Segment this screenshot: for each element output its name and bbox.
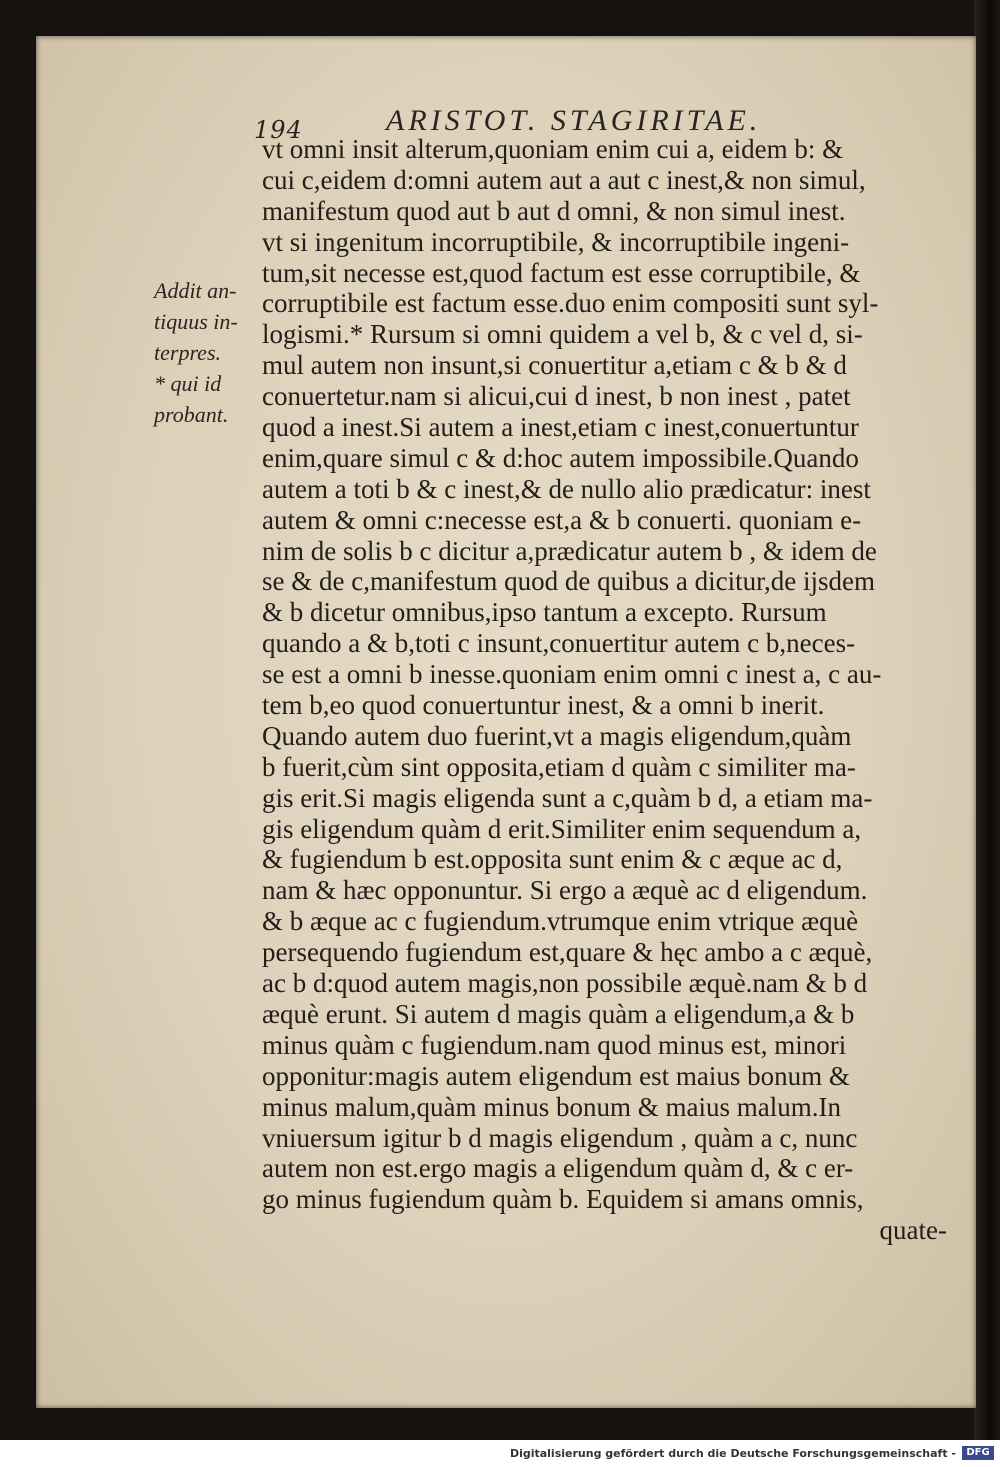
marginal-note-line: tiquus in- bbox=[154, 308, 238, 334]
text-line: autem a toti b & c inest,& de nullo alio prædicatur: inest bbox=[262, 473, 871, 504]
text-line: & b dicetur omnibus,ipso tantum a excepto. Rursum bbox=[262, 597, 827, 628]
text-line: tem b,eo quod conuertuntur inest, & a omni b inerit. bbox=[262, 690, 825, 721]
text-line: tum,sit necesse est,quod factum est esse corruptibile, & bbox=[262, 257, 861, 288]
text-line: æquè erunt. Si autem d magis quàm a eligendum,a & b bbox=[262, 998, 855, 1029]
text-line: nim de solis b c dicitur a,prædicatur autem b , & idem de bbox=[262, 535, 877, 566]
text-line: manifestum quod aut b aut d omni, & non simul inest. bbox=[262, 195, 846, 226]
text-line: go minus fugiendum quàm b. Equidem si amans omnis, bbox=[262, 1184, 864, 1215]
text-line: ac b d:quod autem magis,non possibile æquè.nam & b d bbox=[262, 968, 868, 999]
text-line: opponitur:magis autem eligendum est maius bonum & bbox=[262, 1060, 850, 1091]
text-line: autem & omni c:necesse est,a & b conuerti. quoniam e- bbox=[262, 504, 862, 535]
footer-bar bbox=[0, 1440, 1000, 1467]
marginal-note bbox=[154, 276, 254, 430]
book-page bbox=[36, 36, 976, 1408]
text-line: quando a & b,toti c insunt,conuertitur autem c b,neces- bbox=[262, 628, 856, 659]
text-line: minus quàm c fugiendum.nam quod minus est, minori bbox=[262, 1029, 847, 1060]
text-line: vniuersum igitur b d magis eligendum , quàm a c, nunc bbox=[262, 1122, 858, 1153]
text-line: vt omni insit alterum,quoniam enim cui a, eidem b: & bbox=[262, 134, 844, 164]
text-line: nam & hæc opponuntur. Si ergo a æquè ac d eligendum. bbox=[262, 875, 868, 906]
text-line: gis erit.Si magis eligenda sunt a c,quàm b d, a etiam ma- bbox=[262, 782, 873, 813]
text-line: persequendo fugiendum est,quare & hęc ambo a c æquè, bbox=[262, 937, 873, 968]
text-line: autem non est.ergo magis a eligendum quàm d, & c er- bbox=[262, 1153, 854, 1184]
marginal-note-line: terpres. bbox=[154, 339, 222, 365]
text-line: se est a omni b inesse.quoniam enim omni c inest a, c au- bbox=[262, 659, 882, 690]
book-edge bbox=[974, 0, 1000, 1440]
text-line: gis eligendum quàm d erit.Similiter enim sequendum a, bbox=[262, 813, 862, 844]
footer-credit: Digitalisierung gefördert durch die Deutsche Forschungsgemeinschaft - bbox=[509, 1447, 956, 1460]
text-line: cui c,eidem d:omni autem aut a aut c inest,& non simul, bbox=[262, 164, 866, 195]
catchword: quate- bbox=[879, 1215, 947, 1246]
text-line: vt si ingenitum incorruptibile, & incorruptibile ingeni- bbox=[262, 226, 850, 257]
running-title: ARISTOT. STAGIRITAE. bbox=[386, 104, 762, 137]
marginal-note-line: probant. bbox=[154, 401, 229, 427]
text-line: mul autem non insunt,si conuertitur a,etiam c & b & d bbox=[262, 350, 847, 381]
text-line: se & de c,manifestum quod de quibus a dicitur,de ijsdem bbox=[262, 566, 876, 597]
text-line: minus malum,quàm minus bonum & maius malum.In bbox=[262, 1091, 841, 1122]
marginal-note-line: Addit an- bbox=[154, 278, 237, 303]
text-line: logismi.* Rursum si omni quidem a vel b, & c vel d, si- bbox=[262, 319, 863, 350]
text-line: corruptibile est factum esse.duo enim compositi sunt syl- bbox=[262, 288, 879, 319]
text-line: b fuerit,cùm sint opposita,etiam d quàm c similiter ma- bbox=[262, 751, 856, 782]
text-line: & fugiendum b est.opposita sunt enim & c æque ac d, bbox=[262, 844, 843, 875]
text-line: enim,quare simul c & d:hoc autem impossibile.Quando bbox=[262, 442, 859, 473]
text-line: quod a inest.Si autem a inest,etiam c inest,conuertuntur bbox=[262, 412, 859, 443]
text-line: conuertetur.nam si alicui,cui d inest, b non inest , patet bbox=[262, 381, 851, 412]
dfg-logo: DFG bbox=[962, 1446, 994, 1460]
text-line: Quando autem duo fuerint,vt a magis eligendum,quàm bbox=[262, 720, 852, 751]
body-text bbox=[262, 134, 947, 1246]
marginal-note-line: * qui id bbox=[154, 370, 222, 396]
text-line: & b æque ac c fugiendum.vtrumque enim vtrique æquè bbox=[262, 906, 859, 937]
page-number: 194 bbox=[254, 116, 303, 144]
